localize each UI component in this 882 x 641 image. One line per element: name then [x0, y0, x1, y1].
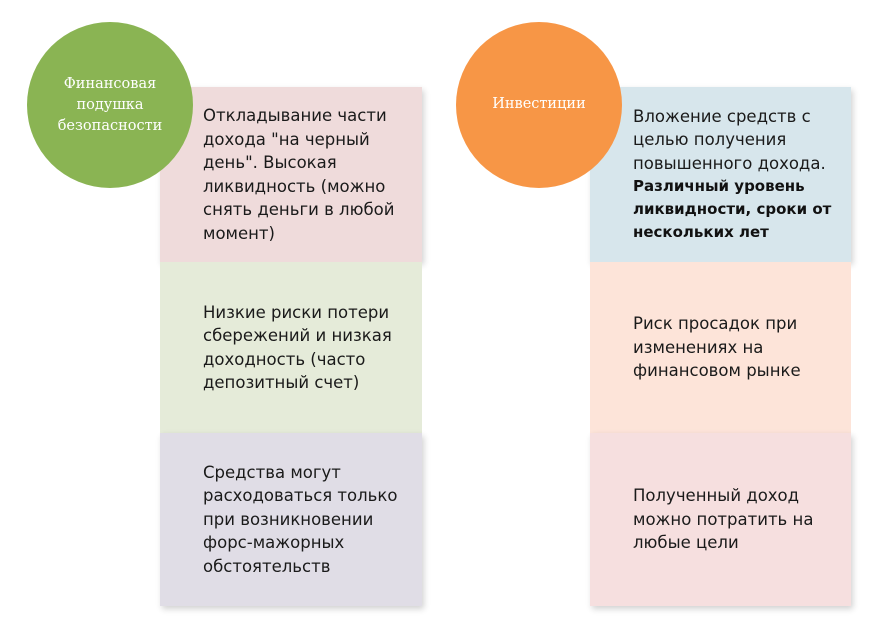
right-box-income [590, 433, 851, 606]
left-circle-safety-cushion [27, 22, 193, 188]
right-box-risk-text: Риск просадок при изменениях на финансовом рынке [633, 314, 801, 381]
left-box-risk [160, 262, 422, 433]
right-box-investment-definition [590, 87, 851, 262]
right-box-investment-text: Вложение средств с целью получения повышенного дохода. [633, 106, 826, 173]
right-circle-investments [456, 22, 622, 188]
right-circle-label: Инвестиции [492, 96, 586, 112]
right-box-investment-content [633, 105, 831, 245]
left-box-usage-text: Средства могут расходоваться только при возникновении форс-мажорных обстоятельств [203, 462, 398, 576]
left-box-risk-text: Низкие риски потери сбережений и низкая доходность (часто депозитный счет) [203, 302, 392, 392]
right-box-income-text: Полученный доход можно потратить на любые цели [633, 486, 814, 553]
left-box-liquidity-text: Откладывание части дохода "на черный день". Высокая ликвидность (можно снять деньги в любой момент) [203, 106, 395, 243]
right-box-investment-bold-text: Различный уровень ликвидности, сроки от нескольких лет [633, 177, 832, 242]
right-box-risk [590, 262, 851, 433]
left-circle-label: Финансовая подушка безопасности [57, 75, 163, 134]
left-box-liquidity [160, 87, 422, 262]
left-box-usage [160, 433, 422, 606]
